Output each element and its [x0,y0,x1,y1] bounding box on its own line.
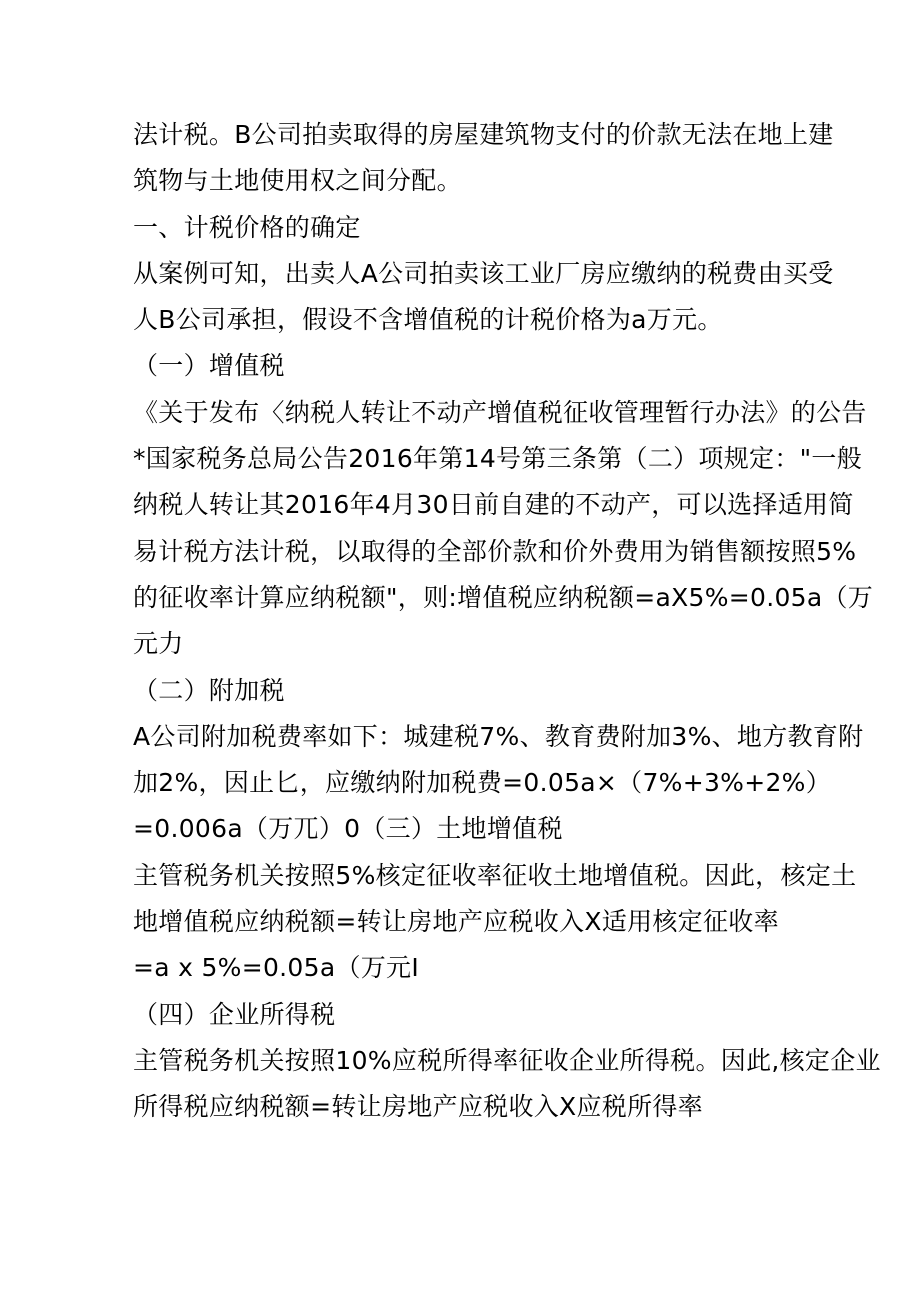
text-line-19: =a x 5%=0.05a（万元I [133,953,420,983]
subsection-heading-surcharge: （二）附加税 [133,675,285,705]
text-line-4: 从案例可知，出卖人A公司拍卖该工业厂房应缴纳的税费由买受 [133,258,834,288]
text-line-5: 人B公司承担，假设不含增值税的计税价格为a万元。 [133,305,723,335]
text-line-14: A公司附加税费率如下：城建税7%、教育费附加3%、地方教育附 [133,721,864,751]
text-line-21: 主管税务机关按照10%应税所得率征收企业所得税。因此,核定企业 [133,1045,881,1075]
text-line-15: 加2%，因止匕，应缴纳附加税费=0.05a×（7%+3%+2%） [133,768,832,798]
text-line-18: 地增值税应纳税额=转让房地产应税收入X适用核定征收率 [133,907,779,937]
text-line-8: *国家税务总局公告2016年第14号第三条第（二）项规定："一般 [133,444,863,474]
text-line-11: 的征收率计算应纳税额"，则:增值税应纳税额=aX5%=0.05a（万 [133,582,874,612]
text-line-1: 法计税。B公司拍卖取得的房屋建筑物支付的价款无法在地上建 [133,120,834,149]
text-line-7: 《关于发布〈纳税人转让不动产增值税征收管理暂行办法》的公告 [133,397,867,427]
text-line-2: 筑物与土地使用权之间分配。 [133,166,462,196]
text-line-10: 易计税方法计税，以取得的全部价款和价外费用为销售额按照5% [133,536,857,566]
text-line-16: =0.006a（万兀）0（三）土地增值税 [133,814,563,844]
text-line-22: 所得税应纳税额=转让房地产应税收入X应税所得率 [133,1092,703,1122]
text-line-17: 主管税务机关按照5%核定征收率征收土地增值税。因此，核定土 [133,860,857,890]
section-heading-1: 一、计税价格的确定 [133,212,361,242]
text-line-12: 元力 [133,629,184,659]
text-line-9: 纳税人转让其2016年4月30日前自建的不动产，可以选择适用简 [133,490,854,520]
subsection-heading-income-tax: （四）企业所得税 [133,999,336,1029]
subsection-heading-vat: （一）增值税 [133,351,285,381]
